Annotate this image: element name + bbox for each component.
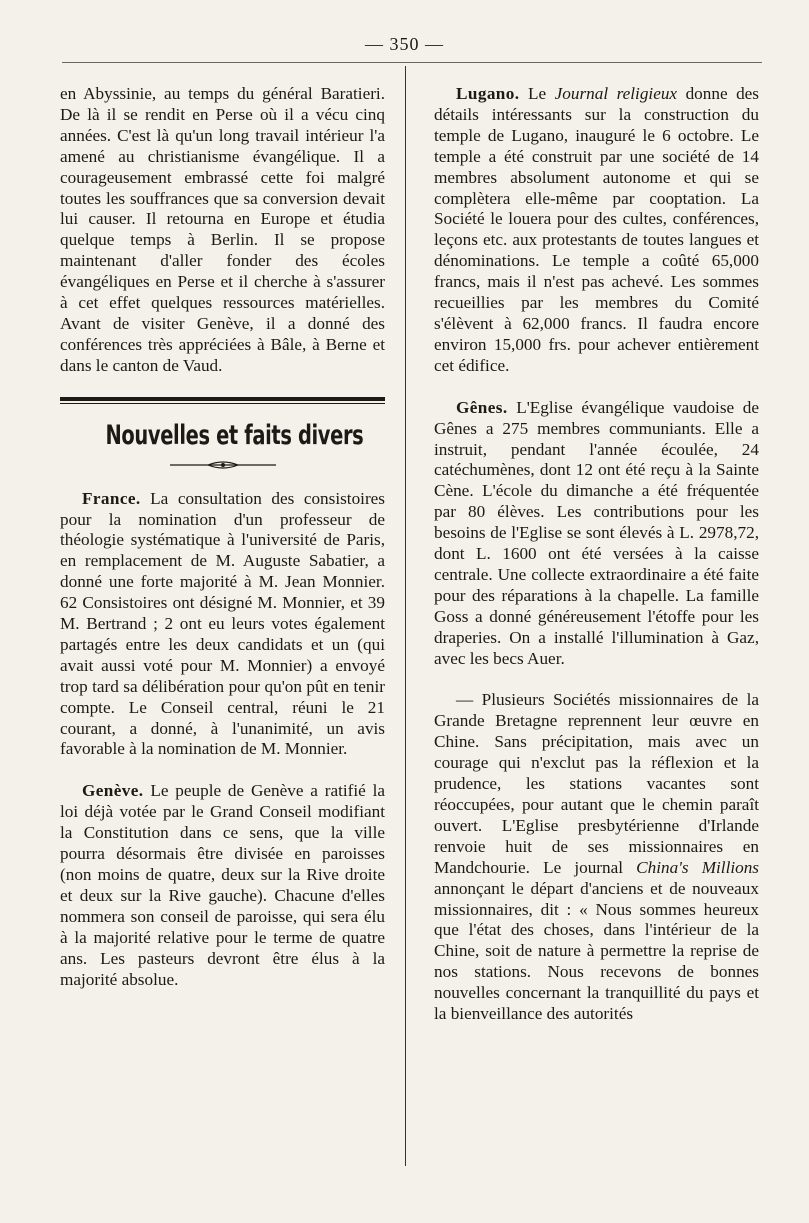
column-divider [405, 66, 406, 1166]
journal-title-missions: China's Millions [636, 857, 759, 877]
section-header [60, 397, 385, 471]
news-lead-genes: Gênes. [456, 397, 508, 417]
section-thick-rule [60, 397, 385, 401]
news-lead-lugano: Lugano. [456, 84, 520, 103]
news-text-geneve: Le peuple de Genève a ratifié la loi déjà votée par le Grand Conseil modifiant la Constitution dans ce sens, que la ville pourra désormais être divisée en paroisses (non moins de quatre, deux sur la Rive droite et deux sur la Rive gauche). Chacune d'elles nommera son conseil de paroisse, qui sera élu à la majorité relative pour le terme de quatre ans. Les pasteurs devront être élus à la majorité absolue. [60, 781, 385, 989]
continued-paragraph: en Abyssinie, au temps du général Baratieri. De là il se rendit en Perse où il a vécu cinq années. C'est là qu'un long travail intérieur l'a amené au christianisme évangélique. Il a courageusement embrassé cette foi malgré toutes les souffrances que sa conversion devait lui causer. Il retourna en Europe et étudia quelque temps à Berlin. Il se propose maintenant d'aller fonder des écoles évangéliques en Perse et il cherche à s'assurer à cet effet quelques ressources matérielles. Avant de visiter Genève, il a donné des conférences très appréciées à Bâle, à Berne et dans le canton de Vaud. [60, 84, 385, 375]
left-column [60, 84, 385, 990]
news-lugano [434, 84, 759, 377]
section-thin-rule [60, 403, 385, 404]
news-text-lugano-a: Le [519, 84, 555, 103]
news-text-lugano-b: donne des détails intéressants sur la construction du temple de Lugano, inauguré le 6 octobre. Le temple a été construit par une société de 14 membres absolument autonome et qui se complètera elle-même par cooptation. La Société le louera pour des cultes, conférences, leçons etc. aux protestants de toutes langues et dénominations. Le temple a coûté 65,000 francs, mais il n'est pas achevé. Les sommes recueillies par les membres du Comité s'élèvent à 62,000 francs. Il faudra encore environ 15,000 frs. pour achever entièrement cet édifice. [434, 84, 759, 375]
ornament-divider-icon [168, 459, 278, 471]
news-france [60, 489, 385, 761]
news-genes [434, 398, 759, 670]
header-rule [62, 62, 762, 63]
right-column [434, 84, 759, 1025]
news-text-missions-b: annonçant le départ d'anciens et de nouveaux missionnaires, dit : « Nous sommes heureux que l'état des choses, dans l'intérieur de la Chine, soit de nature à permettre la reprise de nos stations. Nous recevons de bonnes nouvelles concernant la tranquillité du pays et la bienveillance des autorités [434, 878, 759, 1024]
news-text-missions-a: — Plusieurs Sociétés missionnaires de la Grande Bretagne reprennent leur œuvre en Chine. Sans précipitation, mais avec un courage qui n'exclut pas la réflexion et la prudence, les stations vacantes sont réoccupées, pour autant que le chemin paraît ouvert. L'Eglise presbytérienne d'Irlande renvoie huit de ses missionnaires en Mandchourie. Le journal [434, 690, 759, 877]
journal-title-lugano: Journal religieux [554, 84, 678, 103]
news-text-france: La consultation des consistoires pour la nomination d'un professeur de théologie systématique à l'université de Paris, en remplacement de M. Auguste Sabatier, a donné une forte majorité à M. Jean Monnier. 62 Consistoires ont désigné M. Monnier, et 39 M. Bertrand ; 2 ont eu leurs votes également partagés entre les deux candidats et un (qui avait aussi voté pour M. Monnier) a envoyé trop tard sa délibération pour qu'on pût en tenir compte. Le Conseil central, réuni le 21 courant, a donné, à l'unanimité, un avis favorable à la nomination de M. Monnier. [60, 488, 385, 759]
news-text-genes: L'Eglise évangélique vaudoise de Gênes a 275 membres communiants. Elle a instruit, pendant l'année écoulée, 24 catéchumènes, dont 12 ont été reçu à la Sainte Cène. L'école du dimanche a été fréquentée par 80 élèves. Les contributions pour les besoins de l'Eglise se sont élevés à L. 2978,72, dont L. 1600 ont été versées à la caisse centrale. Une collecte extraordinaire a été faite pour des réparations à la chapelle. La famille Goss a donné généreusement l'étoffe pour les draperies. On a installé l'illumination à Gaz, avec les becs Auer. [434, 397, 759, 668]
section-title: Nouvelles et faits divers [105, 419, 364, 451]
news-missions [434, 690, 759, 1025]
news-lead-geneve: Genève. [82, 781, 144, 801]
page-number: — 350 — [365, 34, 444, 54]
news-geneve [60, 781, 385, 990]
news-lead-france: France. [82, 488, 141, 508]
